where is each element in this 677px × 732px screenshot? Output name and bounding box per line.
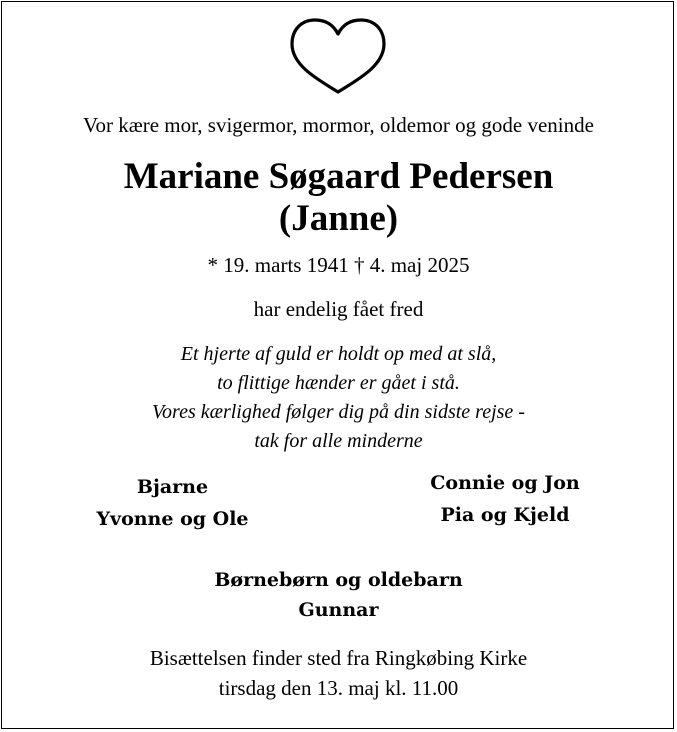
mourner-name: Connie og Jon <box>430 472 580 494</box>
mourner-name: Bjarne <box>136 476 209 498</box>
verse-line: to flittige hænder er gået i stå. <box>217 372 460 394</box>
mourner-name: Yvonne og Ole <box>96 508 249 530</box>
intro-text: Vor kære mor, svigermor, mormor, oldemor og gode veninde <box>83 113 594 137</box>
funeral-line: Bisættelsen finder sted fra Ringkøbing Kirke <box>149 646 528 670</box>
grandchildren-line: Børnebørn og oldebarn <box>214 569 463 591</box>
verse-line: Et hjerte af guld er holdt op med at slå, <box>180 343 497 365</box>
verse-line: Vores kærlighed følger dig på din sidste rejse - <box>152 401 525 423</box>
mourners-left <box>60 471 285 535</box>
funeral-info <box>0 643 677 703</box>
mourner-name: Pia og Kjeld <box>440 504 570 526</box>
deceased-name: Mariane Søgaard Pedersen <box>123 156 554 197</box>
mourners-right <box>390 467 620 531</box>
subtitle-text: har endelig fået fred <box>253 297 424 321</box>
funeral-line: tirsdag den 13. maj kl. 11.00 <box>218 676 459 700</box>
life-dates: * 19. marts 1941 † 4. maj 2025 <box>207 253 470 277</box>
grandchildren-line: Gunnar <box>298 599 379 621</box>
heart-icon <box>289 18 387 94</box>
memorial-verse <box>0 340 677 456</box>
deceased-nickname: (Janne) <box>278 198 399 239</box>
verse-line: tak for alle minderne <box>254 430 423 452</box>
grandchildren-block <box>0 565 677 625</box>
